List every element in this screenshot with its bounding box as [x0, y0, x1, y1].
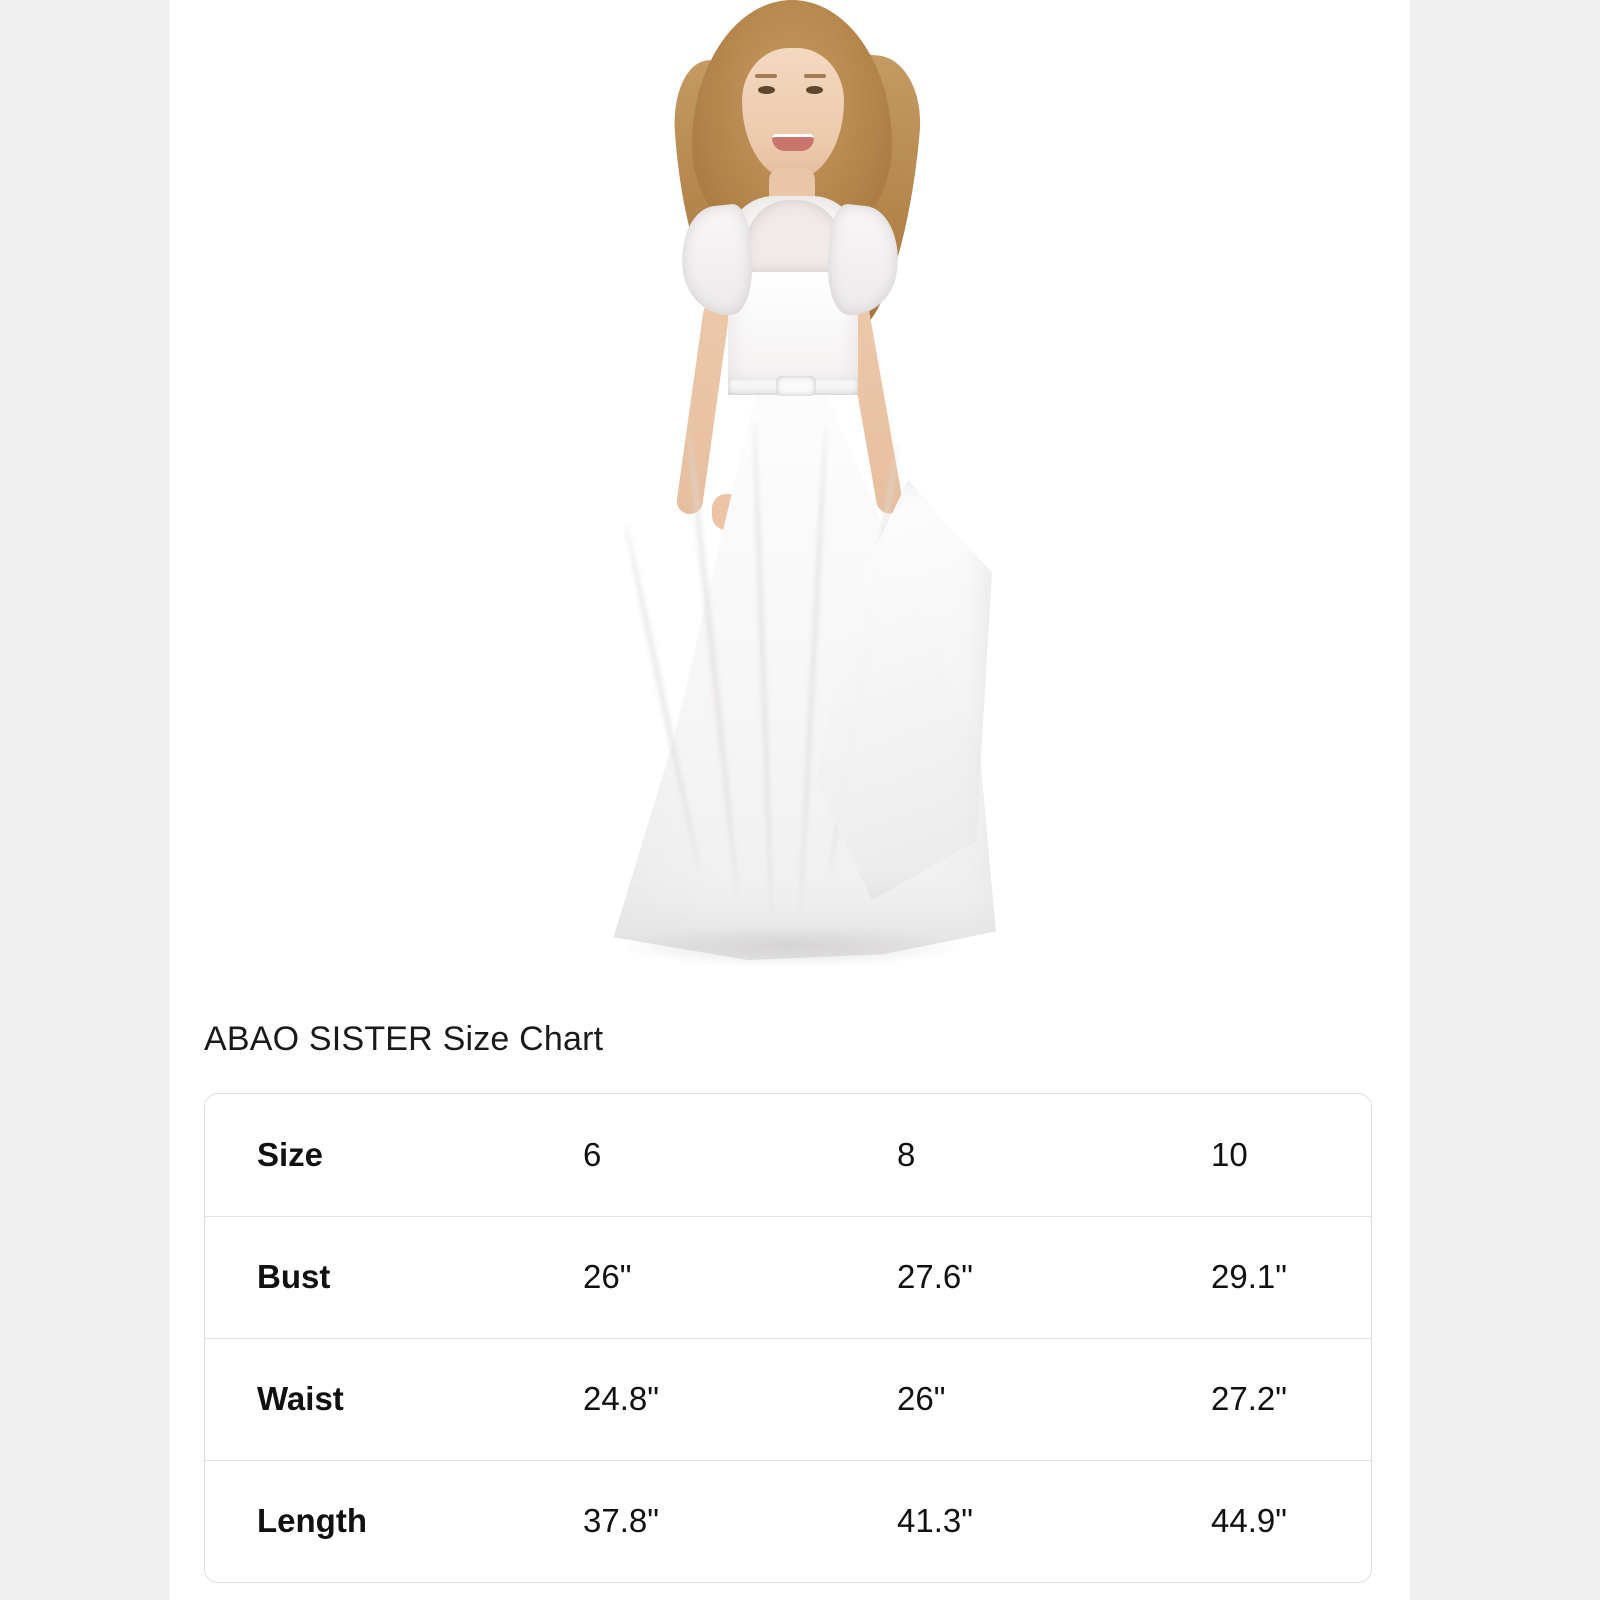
arm-left: [675, 299, 731, 516]
cell-length-10: 44.9": [1185, 1460, 1372, 1582]
product-photo: [170, 0, 1410, 990]
model-illustration: [560, 0, 1020, 985]
cell-waist-10: 27.2": [1185, 1338, 1372, 1460]
cell-length-8: 41.3": [871, 1460, 1185, 1582]
eye-right: [806, 86, 823, 94]
waist-bow: [776, 376, 816, 396]
cell-bust-10: 29.1": [1185, 1216, 1372, 1338]
table-row: [205, 1216, 1372, 1338]
size-chart-table: [204, 1093, 1372, 1583]
eyebrow-left: [755, 74, 777, 78]
lace-yoke: [746, 200, 841, 272]
eye-left: [758, 86, 775, 94]
content-card: [170, 0, 1410, 1600]
size-chart-title: ABAO SISTER Size Chart: [204, 1020, 604, 1058]
table-header-size: Size: [257, 1135, 324, 1173]
table-header-size-10: 10: [1211, 1135, 1248, 1173]
table-row: [205, 1460, 1372, 1582]
row-label-waist: Waist: [205, 1338, 557, 1460]
row-label-length: Length: [205, 1460, 557, 1582]
cell-waist-8: 26": [871, 1338, 1185, 1460]
table-header-size-6: 6: [583, 1135, 602, 1173]
floor-shadow: [620, 925, 960, 967]
cell-length-6: 37.8": [557, 1460, 871, 1582]
cell-waist-6: 24.8": [557, 1338, 871, 1460]
table-row-header: [205, 1094, 1372, 1216]
row-label-bust: Bust: [205, 1216, 557, 1338]
eyebrow-right: [804, 74, 826, 78]
table-header-size-8: 8: [897, 1135, 916, 1173]
cell-bust-6: 26": [557, 1216, 871, 1338]
cell-bust-8: 27.6": [871, 1216, 1185, 1338]
table-row: [205, 1338, 1372, 1460]
mouth: [772, 134, 814, 151]
